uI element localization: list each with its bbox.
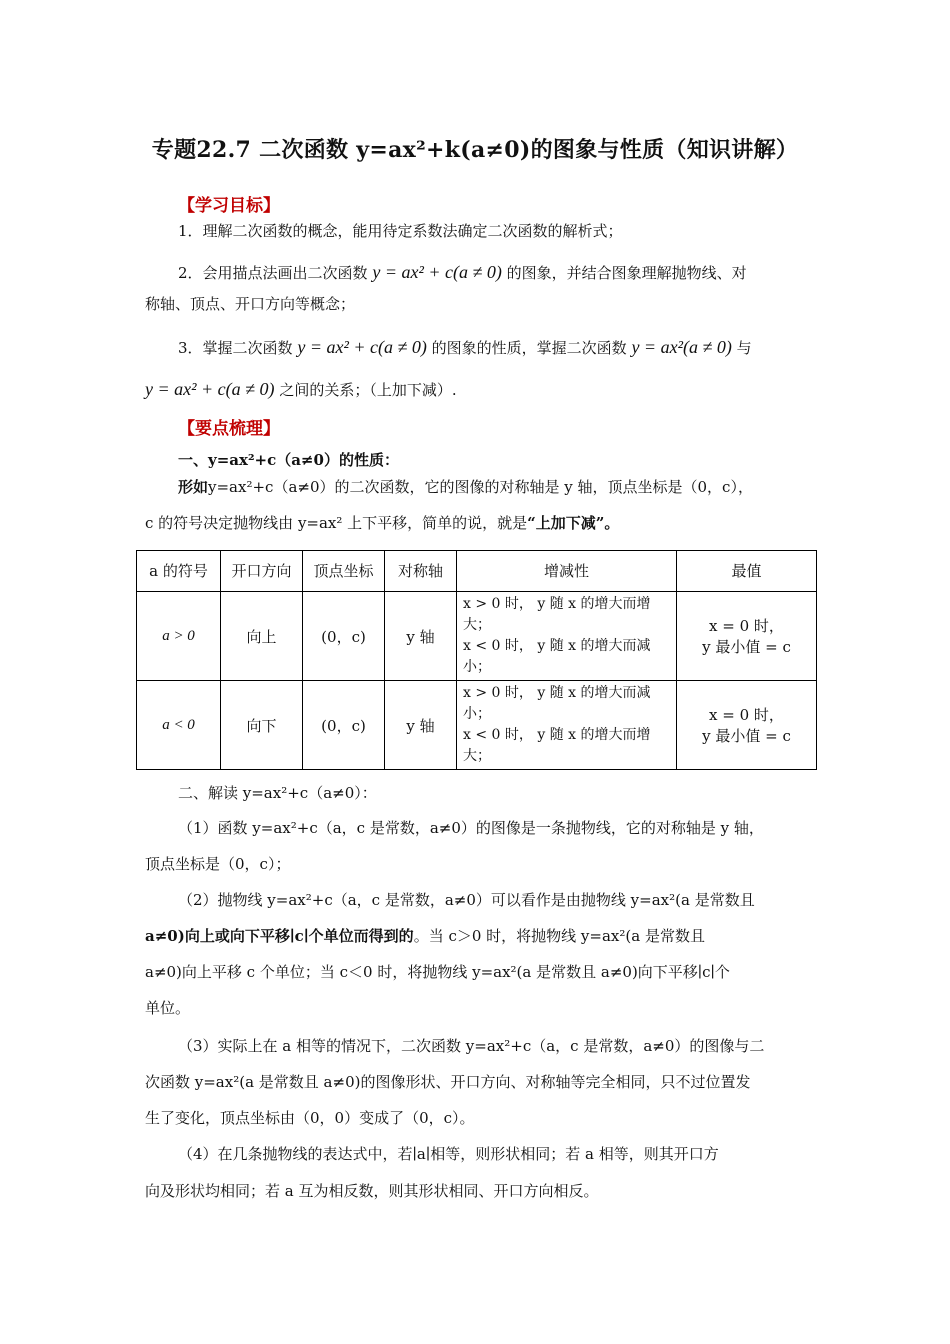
key-points-heading: 【要点梳理】 xyxy=(178,419,280,439)
properties-table xyxy=(136,550,817,770)
goal-3-line-1: 3．掌握二次函数 y = ax² + c(a ≠ 0) 的图象的性质，掌握二次函数 y = ax²(a ≠ 0) 与 xyxy=(178,337,752,357)
cell-sign: a > 0 xyxy=(137,592,221,681)
paragraph-2-line-4: 单位。 xyxy=(145,999,191,1017)
cell-vertex: (0，c) xyxy=(303,592,385,681)
header-extremum: 最值 xyxy=(677,551,817,592)
formula-y-ax2-c: y = ax² + c(a ≠ 0) xyxy=(297,337,427,357)
cell-sign: a < 0 xyxy=(137,681,221,770)
paragraph-1-line-1: （1）函数 y=ax²+c（a，c 是常数，a≠0）的图像是一条抛物线，它的对称轴是 y 轴， xyxy=(178,819,764,837)
page-title: 专题22.7 二次函数 y=ax²+k(a≠0)的图象与性质（知识讲解） xyxy=(151,137,799,163)
header-monotonicity: 增减性 xyxy=(457,551,677,592)
goal-3-line-2: y = ax² + c(a ≠ 0) 之间的关系；（上加下减）. xyxy=(145,379,457,399)
cell-opening: 向下 xyxy=(221,681,303,770)
cell-vertex: (0，c) xyxy=(303,681,385,770)
cell-monotonicity: x > 0 时， y 随 x 的增大而减小； x < 0 时， y 随 x 的增大而增大； xyxy=(457,681,677,770)
goal-1: 1．理解二次函数的概念，能用待定系数法确定二次函数的解析式； xyxy=(178,222,623,240)
paragraph-1-line-2: 顶点坐标是（0，c）； xyxy=(145,855,291,873)
cell-monotonicity: x > 0 时， y 随 x 的增大而增大； x < 0 时， y 随 x 的增大而减小； xyxy=(457,592,677,681)
paragraph-4-line-2: 向及形状均相同；若 a 互为相反数，则其形状相同、开口方向相反。 xyxy=(145,1182,599,1200)
formula-y-ax2: y = ax²(a ≠ 0) xyxy=(631,337,732,357)
header-sign: a 的符号 xyxy=(137,551,221,592)
header-axis: 对称轴 xyxy=(385,551,457,592)
property-line-1: 形如y=ax²+c（a≠0）的二次函数，它的图像的对称轴是 y 轴，顶点坐标是（0，c）， xyxy=(178,478,753,496)
paragraph-3-line-2: 次函数 y=ax²(a 是常数且 a≠0)的图像形状、开口方向、对称轴等完全相同，只不过位置发 xyxy=(145,1073,751,1091)
cell-axis: y 轴 xyxy=(385,592,457,681)
paragraph-2-line-1: （2）抛物线 y=ax²+c（a，c 是常数，a≠0）可以看作是由抛物线 y=ax²(a 是常数且 xyxy=(178,891,755,909)
table-header-row xyxy=(137,551,817,592)
goal-2-line-1: 2．会用描点法画出二次函数 y = ax² + c(a ≠ 0) 的图象，并结合图象理解抛物线、对 xyxy=(178,262,747,282)
cell-axis: y 轴 xyxy=(385,681,457,770)
header-opening: 开口方向 xyxy=(221,551,303,592)
property-line-2: c 的符号决定抛物线由 y=ax² 上下平移，简单的说，就是“上加下减”。 xyxy=(145,514,620,532)
cell-opening: 向上 xyxy=(221,592,303,681)
paragraph-4-line-1: （4）在几条抛物线的表达式中，若∣a∣相等，则形状相同；若 a 相等，则其开口方 xyxy=(178,1145,719,1163)
section-1-title: 一、y=ax²+c（a≠0）的性质： xyxy=(178,451,399,469)
header-vertex: 顶点坐标 xyxy=(303,551,385,592)
goal-2-line-2: 称轴、顶点、开口方向等概念； xyxy=(145,295,356,313)
learning-goals-heading: 【学习目标】 xyxy=(178,196,280,216)
cell-extremum: x = 0 时， y 最小值 = c xyxy=(677,681,817,770)
section-2-title: 二、解读 y=ax²+c（a≠0）： xyxy=(178,784,377,802)
paragraph-2-line-2: a≠0)向上或向下平移∣c∣个单位而得到的。当 c＞0 时，将抛物线 y=ax²(a 是常数且 xyxy=(145,927,705,945)
paragraph-2-line-3: a≠0)向上平移 c 个单位；当 c＜0 时，将抛物线 y=ax²(a 是常数且 a≠0)向下平移∣c∣个 xyxy=(145,963,730,981)
cell-extremum: x = 0 时， y 最小值 = c xyxy=(677,592,817,681)
paragraph-3-line-3: 生了变化，顶点坐标由（0，0）变成了（0，c）。 xyxy=(145,1109,475,1127)
table-row xyxy=(137,681,817,770)
paragraph-3-line-1: （3）实际上在 a 相等的情况下，二次函数 y=ax²+c（a，c 是常数，a≠0）的图像与二 xyxy=(178,1037,765,1055)
table-row xyxy=(137,592,817,681)
formula-y-ax2-c: y = ax² + c(a ≠ 0) xyxy=(372,262,502,282)
formula-y-ax2-c: y = ax² + c(a ≠ 0) xyxy=(145,379,275,399)
